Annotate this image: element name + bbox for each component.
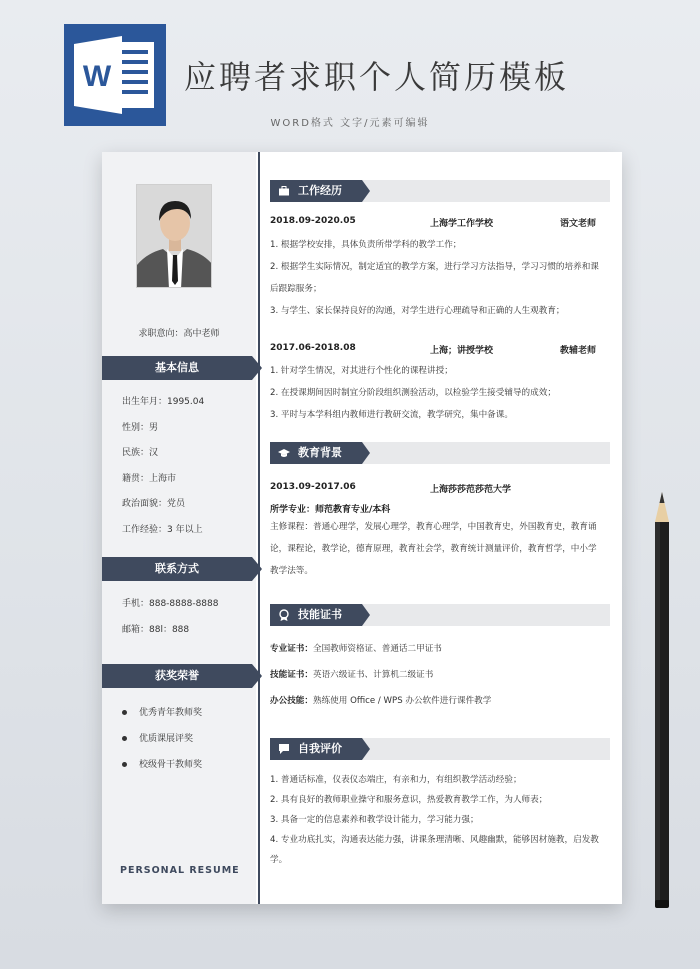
personal-resume-footer: PERSONAL RESUME [120, 865, 240, 876]
awards-header: 获奖荣誉 [102, 664, 252, 688]
skills-section-header [270, 604, 610, 626]
work-entry-org: 上海学工作学校 [430, 219, 494, 229]
basic-info-list [122, 390, 252, 543]
work-item: 3. 平时与本学科组内教师进行教研交流，教学研究，集中备课。 [270, 410, 513, 420]
awards-list [122, 700, 252, 778]
self-eval-section-title: 自我评价 [270, 738, 362, 760]
bullet-icon [122, 736, 127, 741]
profile-photo [136, 184, 212, 288]
job-intent: 求职意向：高中老师 [138, 329, 220, 339]
work-section-title: 工作经历 [270, 180, 362, 202]
main-content [256, 152, 622, 904]
work-entry-role: 语文老师 [559, 219, 596, 229]
resume-paper [102, 152, 622, 904]
self-eval-item: 3. 具备一定的信息素养和教学设计能力，学习能力强； [270, 815, 479, 825]
work-item: 2. 根据学生实际情况，制定适宜的教学方案，进行学习方法指导，学习习惯的培养和课后跟踪服务； [270, 262, 599, 294]
work-entry-1-items [270, 234, 605, 322]
basic-info-header: 基本信息 [102, 356, 252, 380]
skill-text: 熟练使用 Office / WPS 办公软件进行课件教学 [312, 696, 492, 706]
education-courses: 主修课程：普通心理学，发展心理学，教育心理学，中国教育史，外国教育史，教育诵论，课程论，教学论，德育原理，教育社会学，教育统计测量评价，教育哲学，中小学教学法等。 [270, 522, 597, 576]
skill-label: 专业证书： [270, 644, 313, 654]
work-entry-1-header [270, 216, 610, 230]
education-school: 上海莎莎范莎范大学 [430, 485, 512, 495]
basic-info-birth: 出生年月：1995.04 [122, 397, 205, 407]
work-entry-date: 2017.06-2018.08 [270, 343, 356, 353]
contact-header: 联系方式 [102, 557, 252, 581]
contact-email: 邮箱：88l：888 [122, 624, 190, 635]
education-major [270, 502, 610, 516]
briefcase-icon [278, 185, 290, 197]
skills-list [270, 638, 605, 712]
work-item: 2. 在授课期间因时制宜分阶段组织测验活动，以检验学生接受辅导的成效； [270, 388, 556, 398]
basic-info-origin: 籍贯：上海市 [122, 473, 177, 484]
page-subtitle: WORD格式 文字/元素可编辑 [270, 118, 430, 129]
skill-row [270, 690, 605, 712]
skill-label: 办公技能： [270, 696, 313, 706]
left-sidebar [102, 152, 256, 904]
award-badge-icon [278, 609, 290, 621]
education-date: 2013.09-2017.06 [270, 482, 356, 492]
award-item [122, 700, 252, 726]
award-item-label: 优质课展评奖 [139, 734, 194, 744]
education-major-text: 所学专业：师范教育专业/本科 [270, 505, 391, 515]
education-entry-header [270, 482, 610, 496]
award-item [122, 726, 252, 752]
work-item: 3. 与学生、家长保持良好的沟通，对学生进行心理疏导和正确的人生观教育； [270, 306, 565, 316]
self-eval-item: 1. 普通话标准，仪表仪态端庄，有亲和力，有组织教学活动经验； [270, 775, 522, 785]
work-entry-role: 教辅老师 [559, 346, 596, 356]
comment-icon [278, 743, 290, 755]
skill-row [270, 664, 605, 686]
award-item-label: 优秀青年教师奖 [139, 708, 203, 718]
bullet-icon [122, 762, 127, 767]
work-section-header [270, 180, 610, 202]
word-logo-letter: W [82, 60, 112, 93]
award-item [122, 752, 252, 778]
work-entry-org: 上海；讲授学校 [430, 346, 494, 356]
page-title: 应聘者求职个人简历模板 [184, 58, 570, 96]
work-entry-date: 2018.09-2020.05 [270, 216, 356, 226]
contact-phone: 手机：888-8888-8888 [122, 599, 219, 609]
skill-row [270, 638, 605, 660]
pencil-icon [651, 492, 673, 912]
self-eval-item: 4. 专业功底扎实，沟通表达能力强，讲课条理清晰、风趣幽默，能够因材施教，启发教学。 [270, 835, 599, 865]
skill-label: 技能证书： [270, 670, 313, 680]
work-entry-2-items [270, 360, 605, 426]
self-eval-item: 2. 具有良好的教师职业操守和服务意识，热爱教育教学工作，为人师表； [270, 795, 548, 805]
word-logo-icon [64, 24, 166, 126]
work-item: 1. 根据学校安排，具体负责所带学科的教学工作； [270, 240, 462, 250]
basic-info-gender: 性别：男 [122, 422, 159, 433]
contact-list [122, 592, 252, 643]
basic-info-experience: 工作经验：3 年以上 [122, 524, 203, 535]
skill-text: 英语六级证书、计算机二级证书 [312, 670, 434, 680]
skills-section-title: 技能证书 [270, 604, 362, 626]
education-section-header [270, 442, 610, 464]
basic-info-ethnicity: 民族：汉 [122, 448, 159, 458]
self-eval-list [270, 770, 605, 870]
basic-info-political: 政治面貌：党员 [122, 499, 186, 509]
self-eval-section-header [270, 738, 610, 760]
bullet-icon [122, 710, 127, 715]
award-item-label: 校级骨干教师奖 [139, 760, 203, 770]
work-entry-2-header [270, 343, 610, 357]
work-item: 1. 针对学生情况，对其进行个性化的课程讲授； [270, 366, 453, 376]
graduation-cap-icon [278, 447, 290, 459]
education-section-title: 教育背景 [270, 442, 362, 464]
skill-text: 全国教师资格证、普通话二甲证书 [312, 644, 442, 654]
